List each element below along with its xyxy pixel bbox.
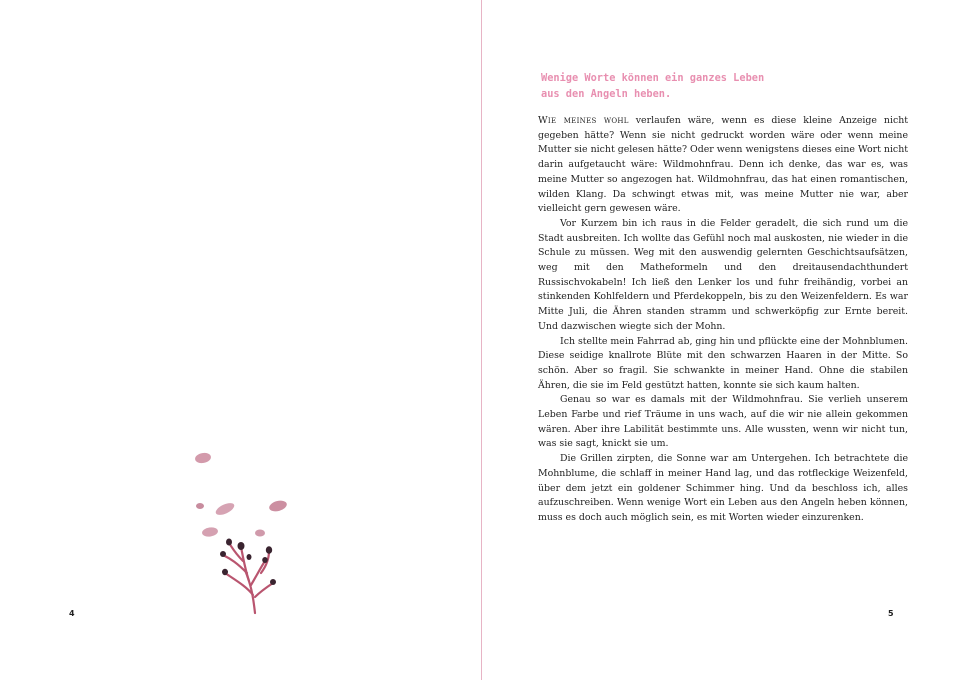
poppy-stem-icon: [185, 445, 295, 620]
paragraph-1-text: verlaufen wäre, wenn es diese kleine Anzeige nicht gegeben hätte? Wenn sie nicht gedruckt worden wäre oder wenn meine Mutter sie nicht gelesen hätte? Oder wenn wenigstens dieses eine Wort nicht darin aufgetaucht wäre: Wildmohnfrau. Denn ich denke, das war es, was meine Mutter so angezogen hat. Wildmohnfrau, das hat einen romantischen, wilden Klang. Da schwingt etwas mit, was meine Mutter nie war, aber vielleicht gern gewesen wäre.: [538, 115, 908, 215]
left-page: [0, 0, 481, 680]
chapter-heading: [541, 70, 901, 102]
paragraph-3: Ich stellte mein Fahrrad ab, ging hin und pflückte eine der Mohnblumen. Diese seidige knallrote Blüte mit den schwarzen Haaren in der Mitte. So schön. Aber so fragil. Sie schwankte in meiner Hand. Ohne die stabilen Ähren, die sie im Feld gestützt hatten, konnte sie sich kaum halten.: [538, 335, 909, 391]
paragraph-2: Vor Kurzem bin ich raus in die Felder geradelt, die sich rund um die Stadt ausbreiten. Ich wollte das Gefühl noch mal auskosten, nie wieder in die Schule zu müssen. Weg mit den auswendig gelernten Geschichtsaufsätzen, weg mit den Matheformeln und den dreitausendachthundert Russischvokabeln! Ich ließ den Lenker los und fuhr freihändig, vorbei an stinkenden Kohlfeldern und Pferdekoppeln, bis zu den Weizenfeldern. Es war Mitte Juli, die Ähren standen stramm und schwerköpfig zur Ernte bereit. Und dazwischen wiegte sich der Mohn.: [538, 217, 908, 332]
paragraph-5: Die Grillen zirpten, die Sonne war am Untergehen. Ich betrachtete die Mohnblume, die schlaff in meiner Hand lag, und das rotfleckige Weizenfeld, über dem jetzt ein goldener Schimmer hing. Und da beschloss ich, alles aufzuschreiben. Wenn wenige Wort ein Leben aus den Angeln heben können, muss es doch auch möglich sein, es mit Worten wieder einzurenken.: [538, 453, 908, 523]
heading-line-1: Wenige Worte können ein ganzes Leben: [541, 72, 765, 84]
page-number-left: 4: [69, 609, 75, 618]
right-page: [483, 0, 963, 680]
chapter-body: [538, 114, 908, 526]
gutter-divider: [481, 0, 482, 680]
paragraph-1-lead: Wie meines wohl: [538, 115, 629, 126]
paragraph-1: [538, 114, 908, 217]
heading-line-2: aus den Angeln heben.: [541, 88, 672, 100]
page-number-right: 5: [888, 609, 894, 618]
paragraph-4: Genau so war es damals mit der Wildmohnfrau. Sie verlieh unserem Leben Farbe und rief Träume in uns wach, auf die wir nie allein gekommen wären. Aber ihre Labilität bestimmte uns. Alle wussten, wenn wir nicht tun, was sie sagt, knickt sie um.: [538, 394, 908, 450]
